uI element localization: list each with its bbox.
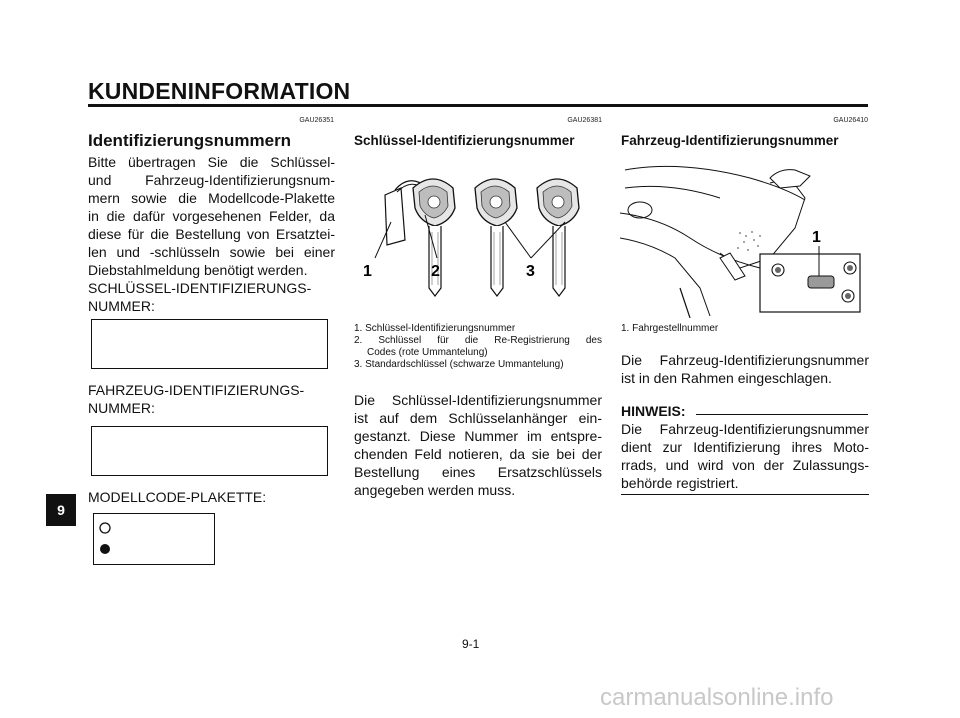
key-paragraph bbox=[354, 391, 602, 499]
text-line: gestanzt. Diese Nummer im entspre- bbox=[354, 428, 602, 444]
caption-item: 2. Schlüssel für die Re-Registrierung des bbox=[354, 335, 602, 346]
caption-item: Codes (rote Ummantelung) bbox=[367, 347, 488, 358]
model-code-plate bbox=[93, 513, 215, 565]
intro-paragraph bbox=[88, 153, 335, 315]
text-line: Bitte übertragen Sie die Schlüssel- bbox=[88, 154, 335, 170]
frame-texture bbox=[737, 231, 761, 251]
note-rule-top bbox=[696, 414, 868, 415]
section-code: GAU26381 bbox=[567, 117, 602, 124]
vehicle-number-field bbox=[91, 426, 328, 476]
vehicle-number-label bbox=[88, 381, 335, 417]
key-icon bbox=[475, 179, 517, 296]
vehicle-number-label-line: NUMMER: bbox=[88, 400, 155, 416]
callout-1: 1 bbox=[812, 229, 821, 246]
plate-dot-empty bbox=[100, 523, 110, 533]
section-heading: Schlüssel-Identifizierungsnummer bbox=[354, 133, 575, 148]
text-line: Die Schlüssel-Identifizierungsnummer bbox=[354, 392, 602, 408]
caption-item: 1. Schlüssel-Identifizierungsnummer bbox=[354, 323, 516, 334]
watermark: carmanualsonline.info bbox=[600, 684, 834, 711]
text-line: Bestellung eines Ersatzschlüssels bbox=[354, 464, 602, 480]
text-line: Die Fahrzeug-Identifizierungsnummer bbox=[621, 352, 869, 368]
chapter-tab: 9 bbox=[46, 494, 76, 526]
section-code: GAU26351 bbox=[299, 117, 334, 124]
section-heading: Identifizierungsnummern bbox=[88, 131, 292, 150]
figure-caption: 1. Fahrgestellnummer bbox=[621, 323, 719, 334]
text-line: behörde registriert. bbox=[621, 475, 739, 491]
plate-dots bbox=[94, 514, 214, 564]
vehicle-paragraph bbox=[621, 351, 869, 387]
header-rule bbox=[88, 104, 868, 107]
text-line: angegeben werden muss. bbox=[354, 482, 516, 498]
text-line: und Fahrzeug-Identifizierungsnum- bbox=[88, 172, 335, 188]
key-number-field bbox=[91, 319, 328, 369]
text-line: dient zur Identifizierung ihres Moto- bbox=[621, 439, 869, 455]
model-code-label: MODELLCODE-PLAKETTE: bbox=[88, 489, 267, 505]
text-line: Die Fahrzeug-Identifizierungsnummer bbox=[621, 421, 869, 437]
page-title: KUNDENINFORMATION bbox=[88, 78, 351, 104]
text-line: Diebstahlmeldung benötigt werden. bbox=[88, 262, 308, 278]
note-body bbox=[621, 420, 869, 492]
plate-dot-filled bbox=[100, 544, 110, 554]
callout-3: 3 bbox=[526, 263, 535, 280]
text-line: ist auf dem Schlüsselanhänger ein- bbox=[354, 410, 602, 426]
frame-illustration bbox=[620, 158, 870, 318]
text-line: chenden Feld notieren, da sie bei der bbox=[354, 446, 602, 462]
text-line: in die dafür vorgesehenen Felder, da bbox=[88, 208, 335, 224]
callout-2: 2 bbox=[431, 263, 440, 280]
vehicle-number-label-line: FAHRZEUG-IDENTIFIZIERUNGS- bbox=[88, 382, 305, 398]
section-heading: Fahrzeug-Identifizierungsnummer bbox=[621, 133, 839, 148]
page-number: 9-1 bbox=[462, 637, 480, 651]
text-line: len und -schlüsseln sowie bei einer bbox=[88, 244, 335, 260]
vin-plate bbox=[808, 276, 834, 288]
figure-captions bbox=[354, 323, 602, 371]
keys-illustration bbox=[355, 160, 605, 320]
key-icon bbox=[537, 179, 579, 296]
text-line: mern sowie die Modellcode-Plakette bbox=[88, 190, 335, 206]
caption-item: 3. Standardschlüssel (schwarze Ummantelung) bbox=[354, 359, 564, 370]
note-heading: HINWEIS: bbox=[621, 403, 686, 419]
key-number-label: SCHLÜSSEL-IDENTIFIZIERUNGS- bbox=[88, 280, 312, 296]
note-rule-bottom bbox=[621, 494, 869, 495]
text-line: diese für die Bestellung von Ersatztei- bbox=[88, 226, 335, 242]
callout-1: 1 bbox=[363, 263, 372, 280]
key-tag bbox=[385, 188, 405, 245]
key-number-label: NUMMER: bbox=[88, 298, 155, 314]
text-line: ist in den Rahmen eingeschlagen. bbox=[621, 370, 832, 386]
text-line: rrads, und wird von der Zulassungs- bbox=[621, 457, 869, 473]
section-code: GAU26410 bbox=[833, 117, 868, 124]
